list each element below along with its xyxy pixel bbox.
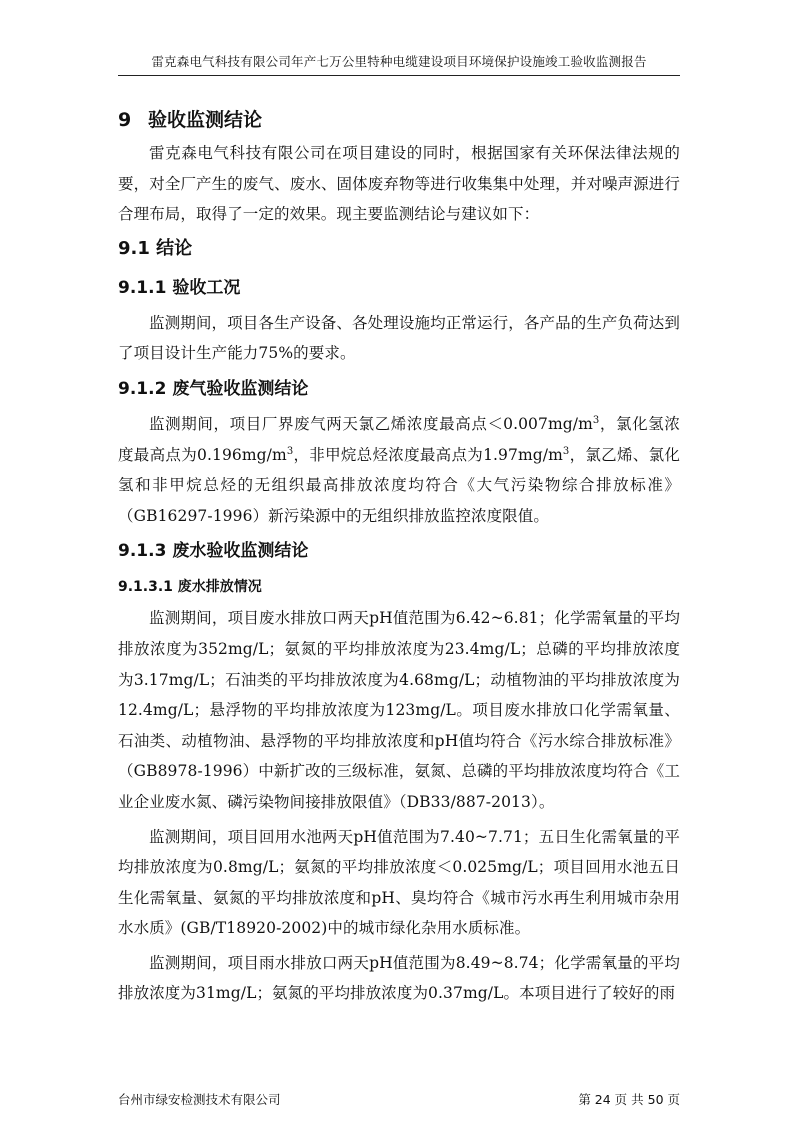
superscript-3: 3 xyxy=(562,445,570,457)
section-9-1-2-paragraph xyxy=(118,409,680,531)
wastewater-paragraph-2: 监测期间，项目回用水池两天pH值范围为7.40~7.71；五日生化需氧量的平均排放浓度为0.8mg/L；氨氮的平均排放浓度＜0.025mg/L；项目回用水池五日生化需氧量、氨氮的平均排放浓度和pH、臭均符合《城市污水再生利用城市杂用水水质》(GB/T18920-2002)中的城市绿化杂用水质标准。 xyxy=(118,827,680,938)
section-9-1-1-heading: 9.1.1 验收工况 xyxy=(118,277,241,298)
gas-text-4: ，氯乙烯、氯化氢和非甲烷总烃的无组织最高排放浓度均符合《大气污染物综合排放标准》（GB16297-1996）新污染源中的无组织排放监控浓度限值。 xyxy=(118,445,680,525)
footer-company: 台州市绿安检测技术有限公司 xyxy=(118,1092,281,1107)
superscript-1: 3 xyxy=(592,414,600,426)
section-9-title: 验收监测结论 xyxy=(148,109,263,131)
section-9-1-3-heading: 9.1.3 废水验收监测结论 xyxy=(118,541,309,562)
page-content xyxy=(118,102,680,1009)
superscript-2: 3 xyxy=(286,445,294,457)
section-9-intro: 雷克森电气科技有限公司在项目建设的同时，根据国家有关环保法律法规的要，对全厂产生的废气、废水、固体废弃物等进行收集集中处理，并对噪声源进行合理布局，取得了一定的效果。现主要监测结论与建议如下： xyxy=(118,144,680,224)
section-9-1-2-heading: 9.1.2 废气验收监测结论 xyxy=(118,378,309,399)
gas-text-3: ，非甲烷总烃浓度最高点为1.97mg/m xyxy=(293,445,563,464)
section-9-1-3-1-heading: 9.1.3.1 废水排放情况 xyxy=(118,579,262,596)
gas-text-1: 监测期间，项目厂界废气两天氯乙烯浓度最高点＜0.007mg/m xyxy=(149,414,593,433)
section-9-heading xyxy=(118,102,680,138)
wastewater-paragraph-1: 监测期间，项目废水排放口两天pH值范围为6.42~6.81；化学需氧量的平均排放浓度为352mg/L；氨氮的平均排放浓度为23.4mg/L；总磷的平均排放浓度为3.17mg/L；石油类的平均排放浓度为4.68mg/L；动植物油的平均排放浓度为12.4mg/L；悬浮物的平均排放浓度为123mg/L。项目废水排放口化学需氧量、石油类、动植物油、悬浮物的平均排放浓度和pH值均符合《污水综合排放标准》（GB8978-1996）中新扩改的三级标准，氨氮、总磷的平均排放浓度均符合《工业企业废水氮、磷污染物间接排放限值》（DB33/887-2013）。 xyxy=(118,609,680,811)
section-9-1-heading: 9.1 结论 xyxy=(118,237,193,259)
section-9-number: 9 xyxy=(118,109,132,131)
running-header: 雷克森电气科技有限公司年产七万公里特种电缆建设项目环境保护设施竣工验收监测报告 xyxy=(118,52,680,76)
section-9-1-1-paragraph: 监测期间，项目各生产设备、各处理设施均正常运行，各产品的生产负荷达到了项目设计生产能力75%的要求。 xyxy=(118,313,680,363)
wastewater-paragraph-3: 监测期间，项目雨水排放口两天pH值范围为8.49~8.74；化学需氧量的平均排放浓度为31mg/L；氨氮的平均排放浓度为0.37mg/L。本项目进行了较好的雨 xyxy=(118,953,680,1003)
footer-page-number: 第 24 页 共 50 页 xyxy=(578,1092,680,1107)
gas-text-2: ，氯化氢浓度最高点为0.196mg/m xyxy=(118,414,680,464)
